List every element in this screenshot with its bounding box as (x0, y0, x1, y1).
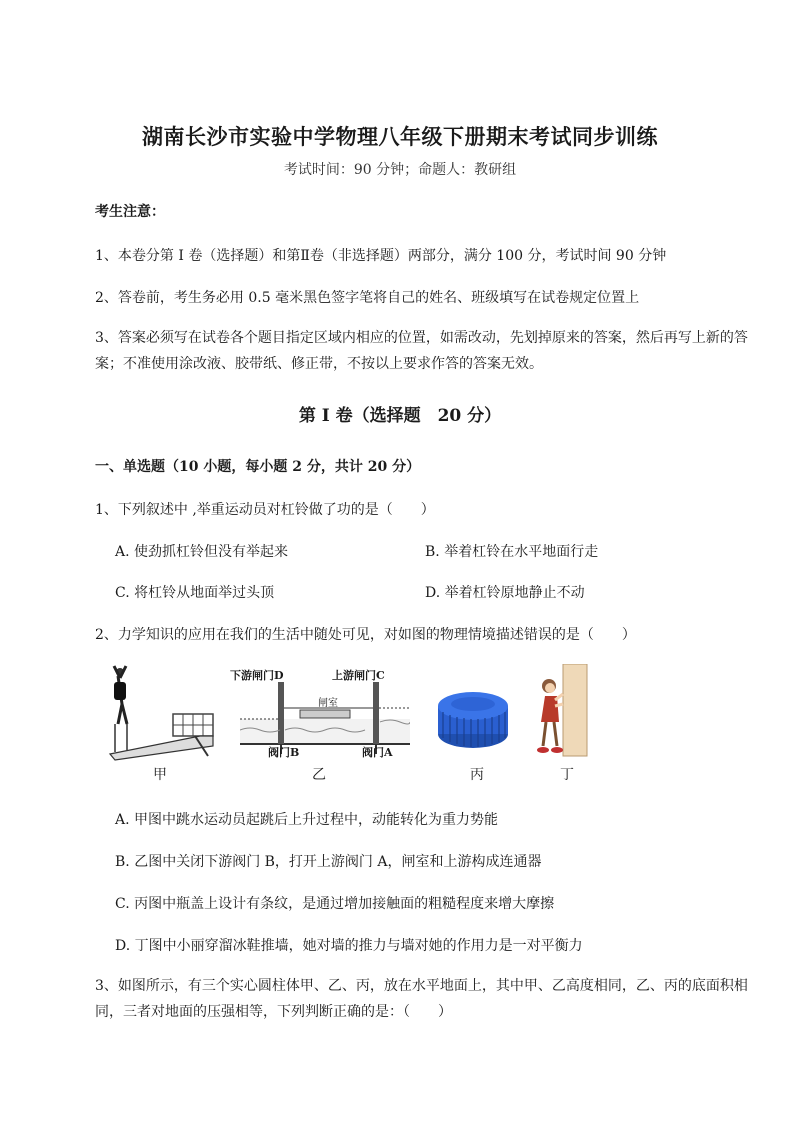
question-2-option-d: D. 丁图中小丽穿溜冰鞋推墙，她对墙的推力与墙对她的作用力是一对平衡力 (115, 938, 583, 954)
valve-a-label: 阀门A (362, 746, 393, 759)
page-title: 湖南长沙市实验中学物理八年级下册期末考试同步训练 (142, 124, 658, 149)
question-2-option-c: C. 丙图中瓶盖上设计有条纹，是通过增加接触面的粗糙程度来增大摩擦 (115, 896, 555, 912)
section-title: 第 I 卷（选择题 20 分） (298, 406, 502, 426)
downstream-gate-label: 下游闸门D (230, 669, 284, 682)
girl-pushing-wall-image (535, 664, 590, 759)
question-2-stem: 2、力学知识的应用在我们的生活中随处可见，对如图的物理情境描述错误的是（ ） (95, 627, 636, 643)
diver-diagram (100, 664, 225, 762)
question-1-option-b: B. 举着杠铃在水平地面行走 (425, 544, 599, 560)
notice-item-1: 1、本卷分第 I 卷（选择题）和第Ⅱ卷（非选择题）两部分，满分 100 分，考试时间 90 分钟 (95, 248, 667, 264)
question-1-option-c: C. 将杠铃从地面举过头顶 (115, 585, 275, 601)
question-1-option-d: D. 举着杠铃原地静止不动 (425, 585, 585, 601)
exam-info: 考试时间：90 分钟；命题人：教研组 (283, 162, 517, 178)
part-heading: 一、单选题（10 小题，每小题 2 分，共计 20 分） (95, 459, 421, 475)
notice-heading: 考生注意： (95, 204, 165, 220)
question-2-option-b: B. 乙图中关闭下游阀门 B，打开上游阀门 A，闸室和上游构成连通器 (115, 854, 542, 870)
figure-label-yi: 乙 (312, 767, 326, 783)
question-1-stem: 1、下列叙述中 ,举重运动员对杠铃做了功的是（ ） (95, 502, 435, 518)
lock-chamber-label: 闸室 (318, 698, 338, 709)
valve-b-label: 阀门B (268, 746, 300, 759)
upstream-gate-label: 上游闸门C (332, 669, 385, 682)
notice-item-3: 3、答案必须写在试卷各个题目指定区域内相应的位置，如需改动，先划掉原来的答案，然后再写上新的答案；不准使用涂改液、胶带纸、修正带，不按以上要求作答的答案无效。 (95, 330, 748, 372)
bottle-cap-image (435, 684, 515, 754)
figure-label-ding: 丁 (560, 767, 574, 783)
figure-label-bing: 丙 (470, 767, 484, 783)
figure-label-jia: 甲 (153, 767, 167, 783)
question-3-stem: 3、如图所示，有三个实心圆柱体甲、乙、丙，放在水平地面上，其中甲、乙高度相同，乙、丙的底面积相同，三者对地面的压强相等，下列判断正确的是：（ ） (95, 978, 748, 1020)
question-2-figure (100, 664, 620, 784)
notice-item-2: 2、答卷前，考生务必用 0.5 毫米黑色签字笔将自己的姓名、班级填写在试卷规定位置上 (95, 290, 640, 306)
question-2-option-a: A. 甲图中跳水运动员起跳后上升过程中，动能转化为重力势能 (115, 812, 499, 828)
question-1-option-a: A. 使劲抓杠铃但没有举起来 (115, 544, 289, 560)
